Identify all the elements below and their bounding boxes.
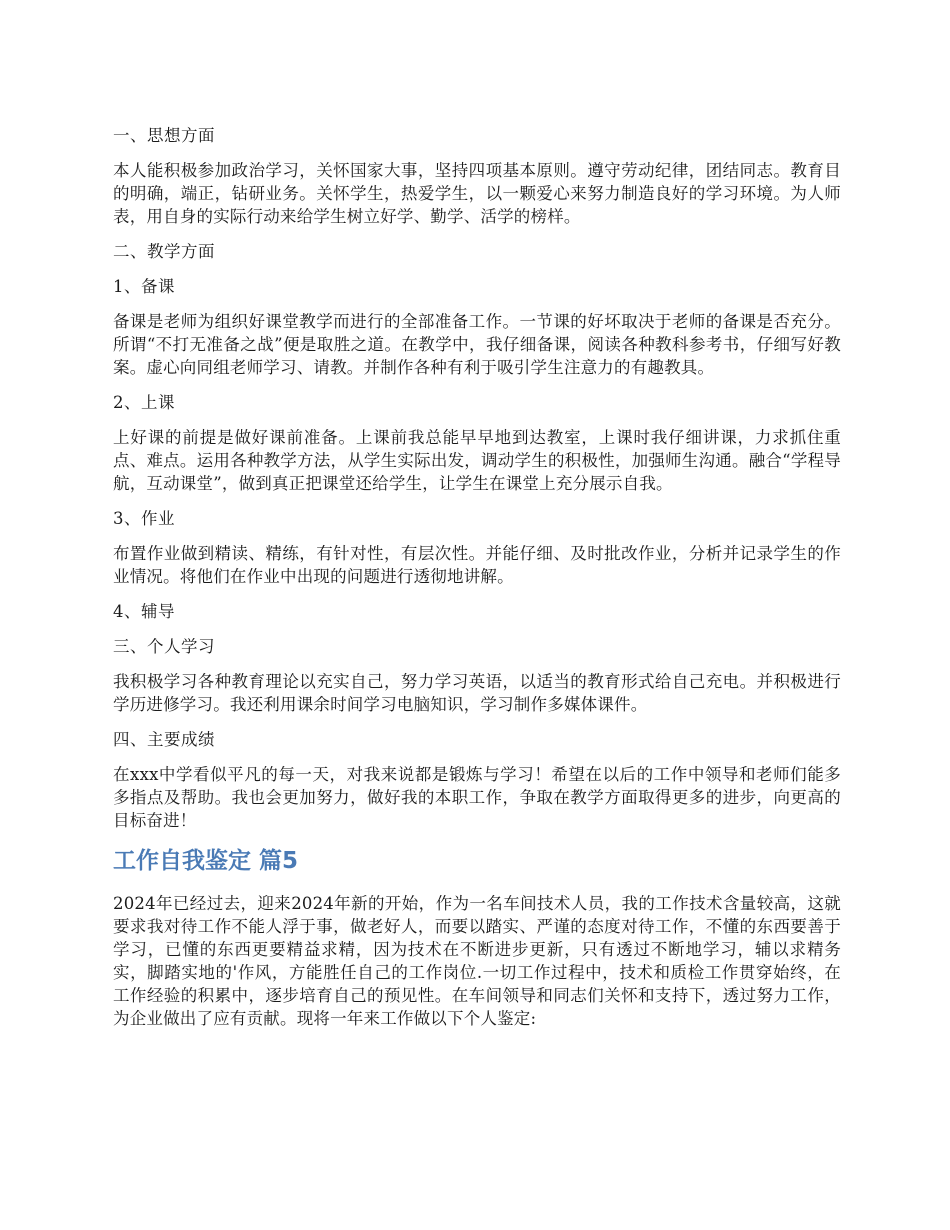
- paragraph-personal-study: 我积极学习各种教育理论以充实自己，努力学习英语，以适当的教育形式给自己充电。并积极进行学历进修学习。我还利用课余时间学习电脑知识，学习制作多媒体课件。: [113, 672, 841, 714]
- subheading-lesson-prep: 1、备课: [113, 277, 175, 296]
- paragraph-ideology: 本人能积极参加政治学习，关怀国家大事，坚持四项基本原则。遵守劳动纪律，团结同志。教育目的明确，端正，钻研业务。关怀学生，热爱学生，以一颗爱心来努力制造良好的学习环境。为人师表，用自身的实际行动来给学生树立好学、勤学、活学的榜样。: [113, 161, 841, 226]
- paragraph-lesson-prep: 备课是老师为组织好课堂教学而进行的全部准备工作。一节课的好坏取决于老师的备课是否充分。所谓“不打无准备之战”便是取胜之道。在教学中，我仔细备课，阅读各种教科参考书，仔细写好教案。虚心向同组老师学习、请教。并制作各种有利于吸引学生注意力的有趣教具。: [113, 312, 841, 377]
- paragraph-section-5: 2024年已经过去，迎来2024年新的开始，作为一名车间技术人员，我的工作技术含量较高，这就要求我对待工作不能人浮于事，做老好人，而要以踏实、严谨的态度对待工作，不懂的东西要善于学习，已懂的东西更要精益求精，因为技术在不断进步更新，只有透过不断地学习，辅以求精务实，脚踏实地的'作风，方能胜任自己的工作岗位.一切工作过程中，技术和质检工作贯穿始终，在工作经验的积累中，逐步培育自己的预见性。在车间领导和同志们关怀和支持下，透过努力工作，为企业做出了应有贡献。现将一年来工作做以下个人鉴定:: [113, 894, 841, 1028]
- document-body: [113, 124, 841, 1042]
- paragraph-homework: 布置作业做到精读、精练，有针对性，有层次性。并能仔细、及时批改作业，分析并记录学生的作业情况。将他们在作业中出现的问题进行透彻地讲解。: [113, 544, 841, 586]
- section-title: 工作自我鉴定 篇5: [113, 848, 299, 874]
- paragraph-class: 上好课的前提是做好课前准备。上课前我总能早早地到达教室，上课时我仔细讲课，力求抓住重点、难点。运用各种教学方法，从学生实际出发，调动学生的积极性，加强师生沟通。融合“学程导航，互动课堂”，做到真正把课堂还给学生，让学生在课堂上充分展示自我。: [113, 428, 841, 493]
- subheading-class: 2、上课: [113, 393, 175, 412]
- paragraph-achievements: 在xxx中学看似平凡的每一天，对我来说都是锻炼与学习！希望在以后的工作中领导和老师们能多多指点及帮助。我也会更加努力，做好我的本职工作，争取在教学方面取得更多的进步，向更高的目标奋进！: [113, 765, 841, 830]
- subheading-homework: 3、作业: [113, 509, 175, 528]
- heading-achievements: 四、主要成绩: [113, 730, 215, 749]
- subheading-tutoring: 4、辅导: [113, 602, 175, 621]
- heading-personal-study: 三、个人学习: [113, 637, 215, 656]
- heading-ideology: 一、思想方面: [113, 126, 215, 145]
- heading-teaching: 二、教学方面: [113, 242, 215, 261]
